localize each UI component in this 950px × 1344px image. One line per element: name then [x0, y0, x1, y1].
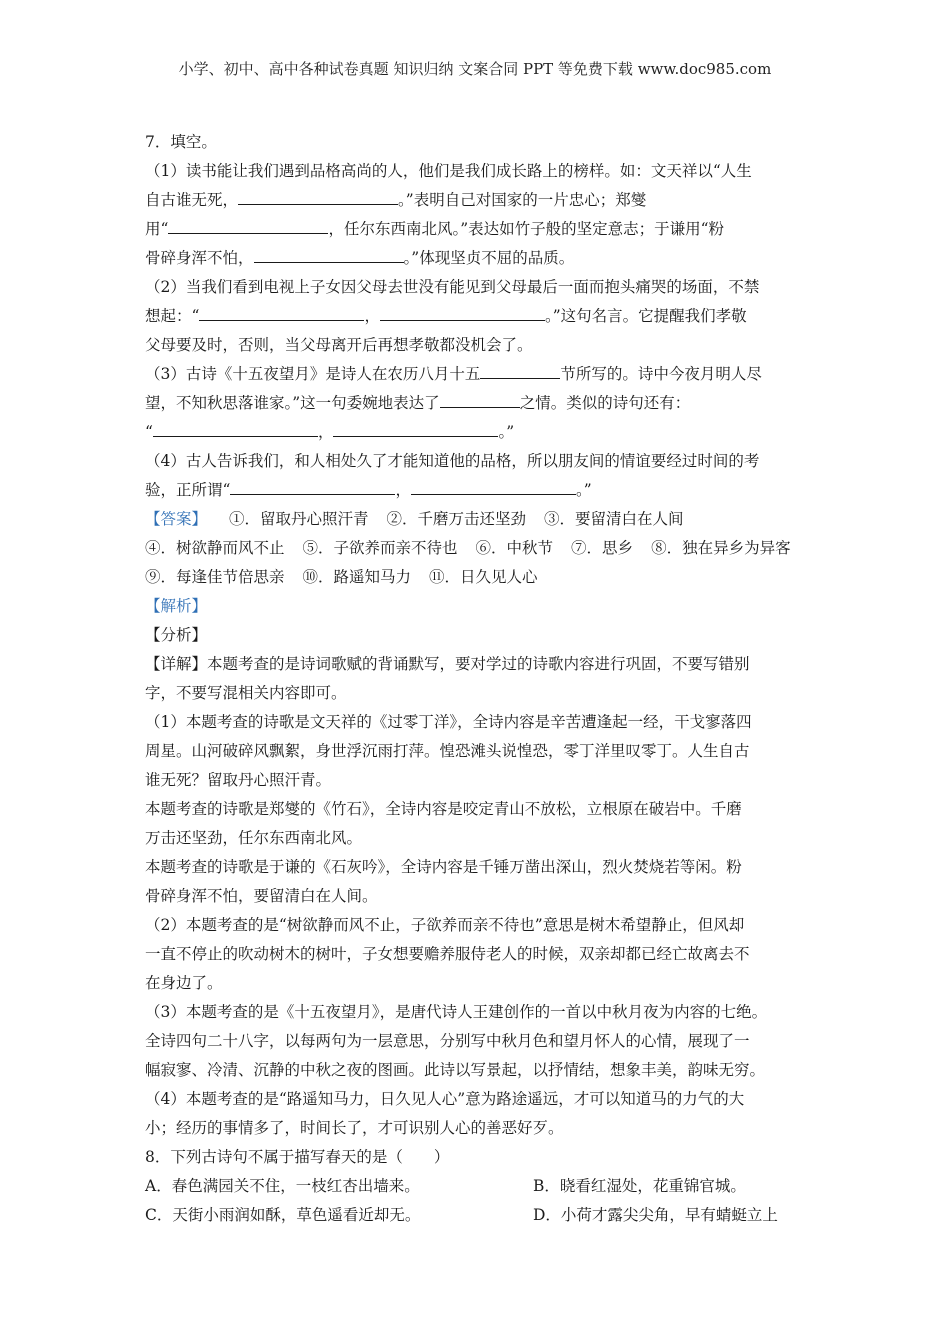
q7-part2-line3: 父母要及时，否则，当父母离开后再想孝敬都没机会了。	[145, 336, 533, 354]
detail-line: 全诗四句二十八字，以每两句为一层意思，分别写中秋月色和望月怀人的心情，展现了一	[145, 1032, 750, 1050]
q7-part3-line1	[145, 360, 820, 389]
detail-line: （2）本题考查的是“树欲静而风不止，子欲养而亲不待也”意思是树木希望静止，但风却	[145, 916, 745, 934]
answer-item: ⑪．日久见人心	[429, 568, 538, 586]
fill-blank-10[interactable]	[230, 476, 395, 495]
q7-part2-line1: （2）当我们看到电视上子女因父母去世没有能见到父母最后一面而抱头痛哭的场面，不禁	[145, 278, 760, 296]
text: ，任尔东西南北风。”表达如竹子般的坚定意志；于谦用“粉	[328, 220, 725, 238]
detail-line: 一直不停止的吹动树木的树叶，子女想要赡养服侍老人的时候，双亲却都已经亡故离去不	[145, 945, 750, 963]
q7-part3-line3	[145, 418, 820, 447]
detail-line: 【详解】本题考查的是诗词歌赋的背诵默写，要对学过的诗歌内容进行巩固，不要写错别	[145, 655, 750, 673]
text: 。”表明自己对国家的一片忠心；郑燮	[398, 191, 647, 209]
answer-item: ③．要留清白在人间	[544, 510, 684, 528]
text: 用“	[145, 220, 169, 238]
question-7-title: 7．填空。	[145, 133, 217, 151]
text: 骨碎身浑不怕，	[145, 249, 254, 267]
text: 望，不知秋思落谁家。”这一句委婉地表达了	[145, 394, 440, 412]
answer-item: ⑥．中秋节	[475, 539, 554, 557]
detail-line: 周星。山河破碎风飘絮，身世浮沉雨打萍。惶恐滩头说惶恐，零丁洋里叹零丁。人生自古	[145, 742, 750, 760]
page-header: 小学、初中、高中各种试卷真题 知识归纳 文案合同 PPT 等免费下载 www.doc985.com	[178, 60, 772, 78]
q7-part1-line3	[145, 215, 820, 244]
text: （3）古诗《十五夜望月》是诗人在农历八月十五	[145, 365, 481, 383]
detail-line: 本题考查的诗歌是郑燮的《竹石》，全诗内容是咬定青山不放松，立根原在破岩中。千磨	[145, 800, 742, 818]
answer-line3	[145, 563, 820, 592]
fill-blank-3[interactable]	[254, 244, 404, 263]
q8-options-row1	[145, 1172, 820, 1201]
text: 想起：“	[145, 307, 200, 325]
answer-item: ⑧．独在异乡为异客	[651, 539, 791, 557]
analysis-heading: 【分析】	[145, 626, 208, 644]
fill-blank-4[interactable]	[199, 302, 364, 321]
option-d[interactable]: D．小荷才露尖尖角，早有蜻蜓立上	[533, 1206, 778, 1224]
answer-item: ⑦．思乡	[571, 539, 634, 557]
fill-blank-8[interactable]	[153, 418, 318, 437]
fill-blank-2[interactable]	[168, 215, 328, 234]
q7-part1-line1: （1）读书能让我们遇到品格高尚的人，他们是我们成长路上的榜样。如：文天祥以“人生	[145, 162, 752, 180]
answer-tag: 【答案】	[145, 510, 208, 528]
answer-line1	[145, 505, 820, 534]
text: ，	[364, 307, 380, 325]
detail-line: 在身边了。	[145, 974, 223, 992]
detail-line: 字，不要写混相关内容即可。	[145, 684, 347, 702]
text: 。”	[498, 423, 515, 441]
answer-item: ⑩．路遥知马力	[302, 568, 412, 586]
q7-part1-line4	[145, 244, 820, 273]
option-b[interactable]: B．晓看红湿处，花重锦官城。	[533, 1177, 746, 1195]
document-body	[145, 128, 820, 1230]
detail-line: 骨碎身浑不怕，要留清白在人间。	[145, 887, 378, 905]
text: 自古谁无死，	[145, 191, 239, 209]
detail-line: 幅寂寥、冷清、沉静的中秋之夜的图画。此诗以写景起，以抒情结，想象丰美，韵味无穷。	[145, 1061, 766, 1079]
answer-item: ⑤．子欲养而亲不待也	[302, 539, 458, 557]
question-8-title: 8．下列古诗句不属于描写春天的是（ ）	[145, 1148, 450, 1166]
q7-part3-line2	[145, 389, 820, 418]
q7-part2-line2	[145, 302, 820, 331]
fill-blank-11[interactable]	[411, 476, 576, 495]
text: 之情。类似的诗句还有：	[519, 394, 691, 412]
text: 验，正所谓“	[145, 481, 231, 499]
q7-part4-line1: （4）古人告诉我们，和人相处久了才能知道他的品格，所以朋友间的情谊要经过时间的考	[145, 452, 760, 470]
option-c[interactable]: C．天街小雨润如酥，草色遥看近却无。	[145, 1206, 421, 1224]
detail-line: 万击还坚劲，任尔东西南北风。	[145, 829, 363, 847]
fill-blank-1[interactable]	[238, 186, 398, 205]
analysis-tag: 【解析】	[145, 597, 208, 615]
text: 。”这句名言。它提醒我们孝敬	[544, 307, 747, 325]
detail-line: （4）本题考查的是“路遥知马力，日久见人心”意为路途遥远，才可以知道马的力气的大	[145, 1090, 745, 1108]
text: “	[145, 423, 153, 441]
text: 。”	[575, 481, 592, 499]
detail-line: 谁无死？留取丹心照汗青。	[145, 771, 332, 789]
answer-item: ④．树欲静而风不止	[145, 539, 285, 557]
text: 。”体现坚贞不屈的品质。	[403, 249, 575, 267]
text: ，	[317, 423, 334, 441]
detail-line: （1）本题考查的诗歌是文天祥的《过零丁洋》，全诗内容是辛苦遭逢起一经，干戈寥落四	[145, 713, 752, 731]
fill-blank-9[interactable]	[333, 418, 498, 437]
answer-line2	[145, 534, 820, 563]
answer-item: ⑨．每逢佳节倍思亲	[145, 568, 285, 586]
fill-blank-6[interactable]	[480, 360, 560, 379]
detail-line: 本题考查的诗歌是于谦的《石灰吟》，全诗内容是千锤万凿出深山，烈火焚烧若等闲。粉	[145, 858, 742, 876]
fill-blank-7[interactable]	[440, 389, 520, 408]
q7-part4-line2	[145, 476, 820, 505]
option-a[interactable]: A．春色满园关不住，一枝红杏出墙来。	[145, 1177, 420, 1195]
detail-line: 小；经历的事情多了，时间长了，才可识别人心的善恶好歹。	[145, 1119, 564, 1137]
text: 节所写的。诗中今夜月明人尽	[560, 365, 762, 383]
fill-blank-5[interactable]	[380, 302, 545, 321]
answer-item: ①．留取丹心照汗青	[229, 510, 369, 528]
q8-options-row2	[145, 1201, 820, 1230]
text: ，	[395, 481, 411, 499]
q7-part1-line2	[145, 186, 820, 215]
answer-item: ②．千磨万击还坚劲	[386, 510, 527, 528]
detail-line: （3）本题考查的是《十五夜望月》，是唐代诗人王建创作的一首以中秋月夜为内容的七绝。	[145, 1003, 768, 1021]
